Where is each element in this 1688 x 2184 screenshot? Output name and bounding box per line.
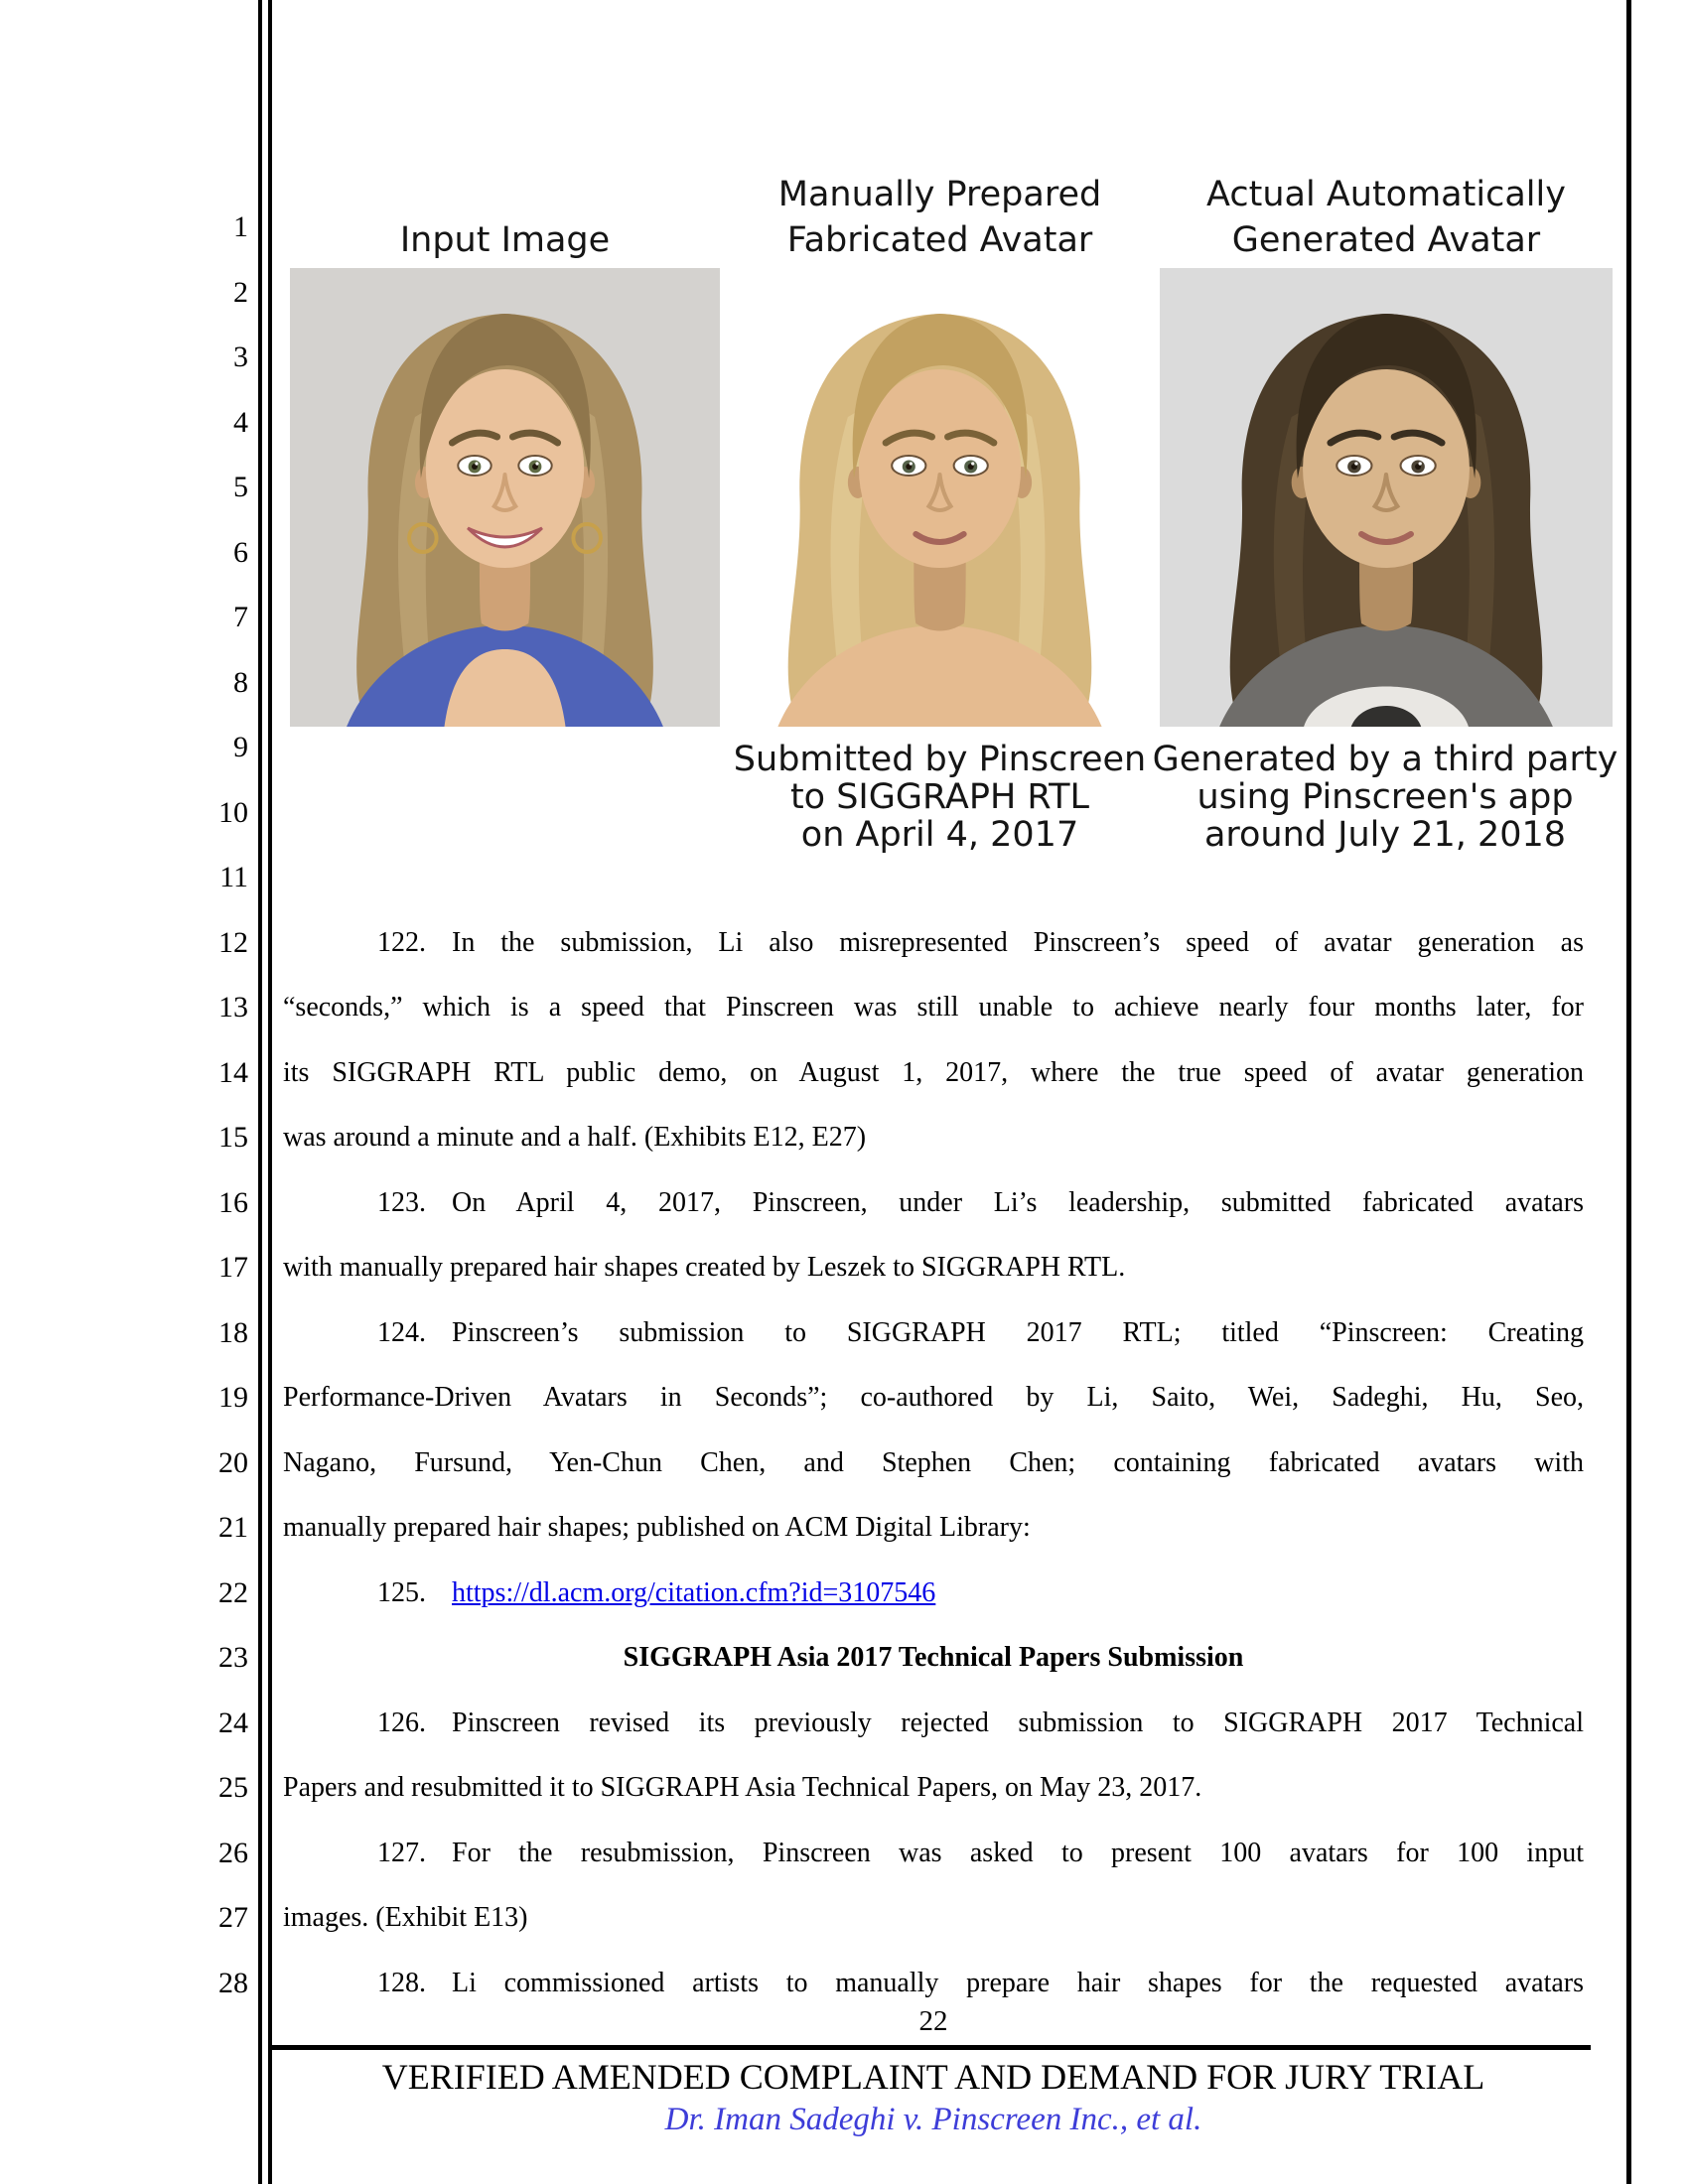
line-text: with manually prepared hair shapes created by Leszek to SIGGRAPH RTL. <box>283 1252 1126 1283</box>
paragraph-number: 124. <box>377 1316 426 1348</box>
line-number: 12 <box>218 925 248 959</box>
line-text: On April 4, 2017, Pinscreen, under Li’s leadership, submitted fabricated avatars <box>452 1186 1584 1218</box>
figure-caption-line: to SIGGRAPH RTL <box>789 777 1090 817</box>
text-line <box>283 195 1584 260</box>
paragraph-number: 128. <box>377 1967 426 1998</box>
text-line <box>283 1300 1584 1366</box>
figure-label-line: Actual Automatically <box>1206 175 1566 214</box>
pleading-rule-left-outer <box>258 0 262 2184</box>
section-heading <box>283 1625 1584 1691</box>
text-line <box>283 845 1584 910</box>
text-line <box>283 975 1584 1040</box>
line-number: 21 <box>218 1511 248 1544</box>
figure-caption-line: Generated by a third party <box>1152 740 1618 779</box>
line-number: 27 <box>218 1901 248 1934</box>
line-number: 14 <box>218 1055 248 1089</box>
document-body <box>283 195 1584 2015</box>
line-number: 7 <box>233 601 248 633</box>
line-text: SIGGRAPH Asia 2017 Technical Papers Submission <box>623 1642 1244 1673</box>
figure-caption-line: Submitted by Pinscreen <box>733 740 1147 779</box>
paragraph-number: 126. <box>377 1706 426 1738</box>
paragraph-number: 122. <box>377 926 426 958</box>
figure-label-line: Fabricated Avatar <box>786 220 1093 260</box>
text-line <box>283 1365 1584 1431</box>
line-number: 17 <box>218 1251 248 1284</box>
line-text: its SIGGRAPH RTL public demo, on August 1, 2017, where the true speed of avatar generation <box>283 1056 1584 1088</box>
line-number: 1 <box>233 210 248 243</box>
line-text: Li commissioned artists to manually prepare hair shapes for the requested avatars <box>452 1967 1584 1998</box>
figure-label-line: Input Image <box>399 220 611 260</box>
text-line <box>283 650 1584 716</box>
text-line <box>283 1495 1584 1561</box>
line-text: Pinscreen’s submission to SIGGRAPH 2017 RTL; titled “Pinscreen: Creating <box>452 1316 1584 1348</box>
line-number: 23 <box>218 1641 248 1674</box>
text-line <box>283 520 1584 586</box>
footer-case-name: Dr. Iman Sadeghi v. Pinscreen Inc., et al. <box>664 2102 1202 2137</box>
line-number: 19 <box>218 1381 248 1414</box>
line-number: 5 <box>233 471 248 503</box>
paragraph-number: 127. <box>377 1837 426 1868</box>
line-text: “seconds,” which is a speed that Pinscreen was still unable to achieve nearly four months later, for <box>283 992 1584 1023</box>
line-number: 4 <box>233 405 248 439</box>
text-line <box>283 1691 1584 1756</box>
text-line <box>283 325 1584 390</box>
line-number: 3 <box>233 341 248 373</box>
line-number: 6 <box>233 535 248 569</box>
line-text: was around a minute and a half. (Exhibits E12, E27) <box>283 1122 867 1153</box>
text-line <box>283 910 1584 976</box>
line-number: 25 <box>218 1771 248 1804</box>
paragraph-number: 123. <box>377 1186 426 1218</box>
line-number: 15 <box>218 1121 248 1154</box>
line-text: Nagano, Fursund, Yen-Chun Chen, and Stephen Chen; containing fabricated avatars with <box>283 1446 1584 1478</box>
line-number: 22 <box>218 1575 248 1609</box>
line-number: 20 <box>218 1445 248 1479</box>
line-text: manually prepared hair shapes; published on ACM Digital Library: <box>283 1512 1031 1543</box>
line-number: 24 <box>218 1706 248 1739</box>
figure-caption-line: using Pinscreen's app <box>1196 777 1574 817</box>
text-line <box>283 1040 1584 1106</box>
line-number: 2 <box>233 275 248 309</box>
text-line <box>283 1235 1584 1300</box>
paragraph-number: 125. <box>377 1576 426 1608</box>
footer-title: VERIFIED AMENDED COMPLAINT AND DEMAND FOR JURY TRIAL <box>381 2057 1485 2097</box>
line-number: 16 <box>218 1185 248 1219</box>
text-line <box>283 1561 1584 1626</box>
text-line <box>283 585 1584 650</box>
text-line <box>283 1821 1584 1886</box>
line-number: 26 <box>218 1836 248 1869</box>
text-line <box>283 260 1584 326</box>
text-line <box>283 1105 1584 1170</box>
pleading-rule-right <box>1626 0 1631 2184</box>
text-line <box>283 1755 1584 1821</box>
line-number: 28 <box>218 1966 248 1999</box>
figure-label-line: Generated Avatar <box>1231 220 1541 260</box>
line-text: images. (Exhibit E13) <box>283 1902 528 1933</box>
figure-caption-line: on April 4, 2017 <box>800 815 1079 855</box>
figure-label-line: Manually Prepared <box>777 175 1102 214</box>
line-number-column <box>149 195 248 2015</box>
acm-citation-link[interactable]: https://dl.acm.org/citation.cfm?id=3107546 <box>452 1576 936 1608</box>
line-number: 13 <box>218 991 248 1024</box>
line-number: 18 <box>218 1315 248 1349</box>
text-line <box>283 1431 1584 1496</box>
text-line <box>283 1170 1584 1236</box>
text-line <box>283 1885 1584 1951</box>
line-text: In the submission, Li also misrepresented Pinscreen’s speed of avatar generation as <box>452 926 1584 958</box>
line-number: 8 <box>233 665 248 699</box>
line-text: Papers and resubmitted it to SIGGRAPH Asia Technical Papers, on May 23, 2017. <box>283 1772 1202 1803</box>
text-line <box>283 715 1584 780</box>
footer-rule <box>270 2045 1591 2050</box>
pleading-rule-left-inner <box>268 0 272 2184</box>
line-text: For the resubmission, Pinscreen was asked to present 100 avatars for 100 input <box>452 1837 1584 1868</box>
line-text: Pinscreen revised its previously rejected submission to SIGGRAPH 2017 Technical <box>452 1706 1584 1738</box>
line-number: 10 <box>218 795 248 829</box>
figure-caption-line: around July 21, 2018 <box>1203 815 1567 855</box>
text-line <box>283 777 1584 846</box>
line-number: 11 <box>219 861 248 893</box>
page-number: 22 <box>918 2005 948 2037</box>
text-line <box>283 390 1584 456</box>
line-number: 9 <box>233 731 248 763</box>
line-text: Performance-Driven Avatars in Seconds”; co-authored by Li, Saito, Wei, Sadeghi, Hu, Seo, <box>283 1382 1584 1413</box>
text-line <box>283 455 1584 520</box>
